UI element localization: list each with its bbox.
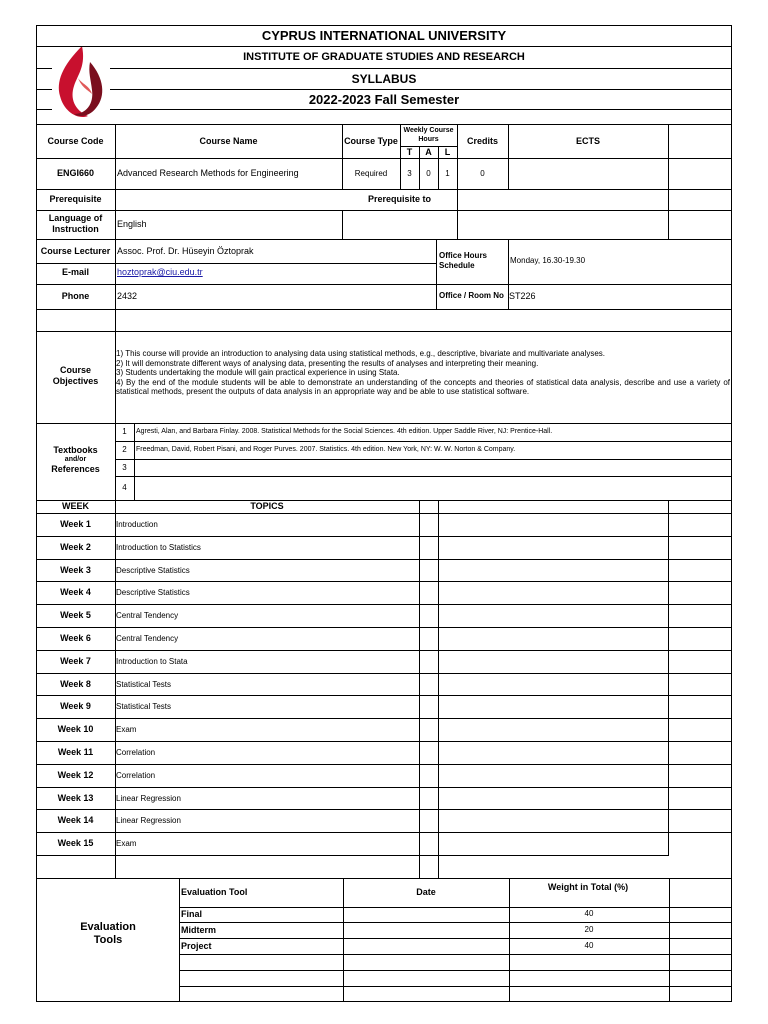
week-topic: Linear Regression [116,816,181,826]
week-row-divider [36,604,732,605]
week-label: Week 8 [60,678,91,689]
week-row-divider [36,718,732,719]
week-label: Week 14 [57,815,94,826]
week-label: Week 13 [57,792,94,803]
objective-line: 2) It will demonstrate different ways of analysing data, presenting the results of analyses and interpreting their meaning. [116,358,539,368]
header-credits: Credits [466,136,498,146]
week-label: Week 9 [60,701,91,712]
week-topic: Introduction to Statistics [116,542,201,552]
hours-a: 0 [426,169,431,178]
reference-number: 3 [122,463,127,472]
email-label: E-mail [61,267,89,277]
week-row-divider [36,536,732,537]
week-topic: Correlation [116,770,156,780]
evaluation-weight: 40 [584,941,594,950]
prerequisite-label: Prerequisite [49,194,102,204]
week-row-divider [36,855,668,856]
week-row-divider [36,627,732,628]
week-topic: Descriptive Statistics [116,588,190,598]
header-weekly-hours: Weekly Course Hours [403,127,454,143]
references-label-bottom: References [51,464,100,474]
header-course-name: Course Name [199,136,258,146]
objective-line: 4) By the end of the module students will be able to demonstrate an understanding of the concepts and theories of statistical data analysis, describe and use a variety of statistical methods, present the outputs of data analysis in an appropriate way and be able to use statistical software. [116,377,730,397]
semester-title: 2022-2023 Fall Semester [308,92,460,107]
course-credits: 0 [480,169,485,178]
week-label: Week 6 [60,633,91,643]
week-label: Week 1 [60,519,91,529]
evaluation-weight-header: Weight in Total (%) [547,882,629,892]
references-label-top: Textbooks [53,445,98,455]
email-link[interactable]: hoztoprak@ciu.edu.tr [117,267,203,277]
reference-text: Agresti, Alan, and Barbara Finlay. 2008. Statistical Methods for the Social Sciences. 4th edition. Upper Saddle River, NJ: Prentice-Hall. [136,428,553,435]
week-label: Week 5 [60,610,91,621]
office-hours-value: Monday, 16.30-19.30 [510,256,586,265]
university-title: CYPRUS INTERNATIONAL UNIVERSITY [261,28,507,43]
week-topic: Introduction to Stata [116,656,188,666]
header-ects: ECTS [575,136,600,146]
institute-title: INSTITUTE OF GRADUATE STUDIES AND RESEARCH [243,51,525,63]
week-row-divider [36,832,732,833]
week-row-divider [36,695,732,696]
evaluation-tool: Midterm [181,925,217,935]
reference-text: Freedman, David, Robert Pisani, and Roger Purves. 2007. Statistics. 4th edition. New York, NY: W. W. Norton & Company. [136,446,516,453]
reference-number: 4 [122,483,127,492]
week-label: Week 15 [57,838,94,849]
language-label: Language of Instruction [48,213,103,234]
document-type: SYLLABUS [351,72,417,86]
header-a: A [425,147,432,157]
week-label: Week 3 [60,564,91,575]
week-topic: Exam [116,725,137,735]
language-value: English [117,219,147,229]
reference-number: 1 [122,427,127,436]
lecturer-value: Assoc. Prof. Dr. Hüseyin Öztoprak [117,246,254,256]
evaluation-tool-header: Evaluation Tool [181,887,248,897]
header-course-code: Course Code [47,136,104,146]
evaluation-tool: Final [181,909,203,919]
course-type: Required [354,169,388,178]
week-label: Week 7 [60,655,91,666]
objectives-label [36,365,115,387]
evaluation-date-header: Date [416,887,436,897]
week-row-divider [36,673,732,674]
office-hours-label: Office Hours Schedule [439,251,488,270]
hours-t: 3 [407,169,412,178]
week-row-divider [36,764,732,765]
week-topic: Correlation [116,748,156,757]
header-course-type: Course Type [344,136,398,146]
week-topic: Central Tendency [116,611,179,621]
week-row-divider [36,741,732,742]
evaluation-weight: 20 [584,925,594,934]
objective-line: 1) This course will provide an introduction to analysing data using statistical methods, e.g., descriptive, bivariate and multivariate analyses. [116,349,605,358]
evaluation-weight: 40 [584,909,594,918]
phone-value: 2432 [117,291,138,301]
evaluation-tool: Project [181,941,212,951]
week-label: Week 4 [60,587,91,598]
header-l: L [444,147,451,157]
topics-header: TOPICS [250,501,284,511]
week-row-divider [36,787,732,788]
prerequisite-to-label: Prerequisite to [367,194,432,204]
course-code: ENGI660 [56,168,95,178]
week-row-divider [36,581,732,582]
office-room-value: ST226 [509,291,536,301]
week-topic: Descriptive Statistics [116,565,190,575]
reference-number: 2 [122,445,127,454]
evaluation-label: Evaluation Tools [80,921,136,946]
week-label: Week 10 [57,724,94,735]
objectives-label-text: Course Objectives [52,365,99,386]
week-topic: Introduction [116,520,158,529]
week-topic: Central Tendency [116,634,179,643]
week-header: WEEK [62,501,89,511]
week-row-divider [36,650,732,651]
week-label: Week 2 [60,541,91,552]
hours-l: 1 [445,169,450,178]
references-label-mid: and/or [64,456,87,463]
objective-line: 3) Students undertaking the module will gain practical experience in using Stata. [116,368,400,378]
week-label: Week 11 [57,747,94,757]
week-row-divider [36,809,732,810]
phone-label: Phone [61,291,90,301]
week-label: Week 12 [57,769,94,780]
objectives-text [116,349,730,397]
lecturer-label: Course Lecturer [40,246,111,256]
header-t: T [406,147,413,157]
week-topic: Statistical Tests [116,702,171,712]
office-room-label: Office / Room No [439,291,504,300]
week-topic: Statistical Tests [116,679,171,689]
week-row-divider [36,559,732,560]
course-name: Advanced Research Methods for Engineering [117,168,299,178]
week-topic: Exam [116,839,137,849]
week-topic: Linear Regression [116,793,181,803]
